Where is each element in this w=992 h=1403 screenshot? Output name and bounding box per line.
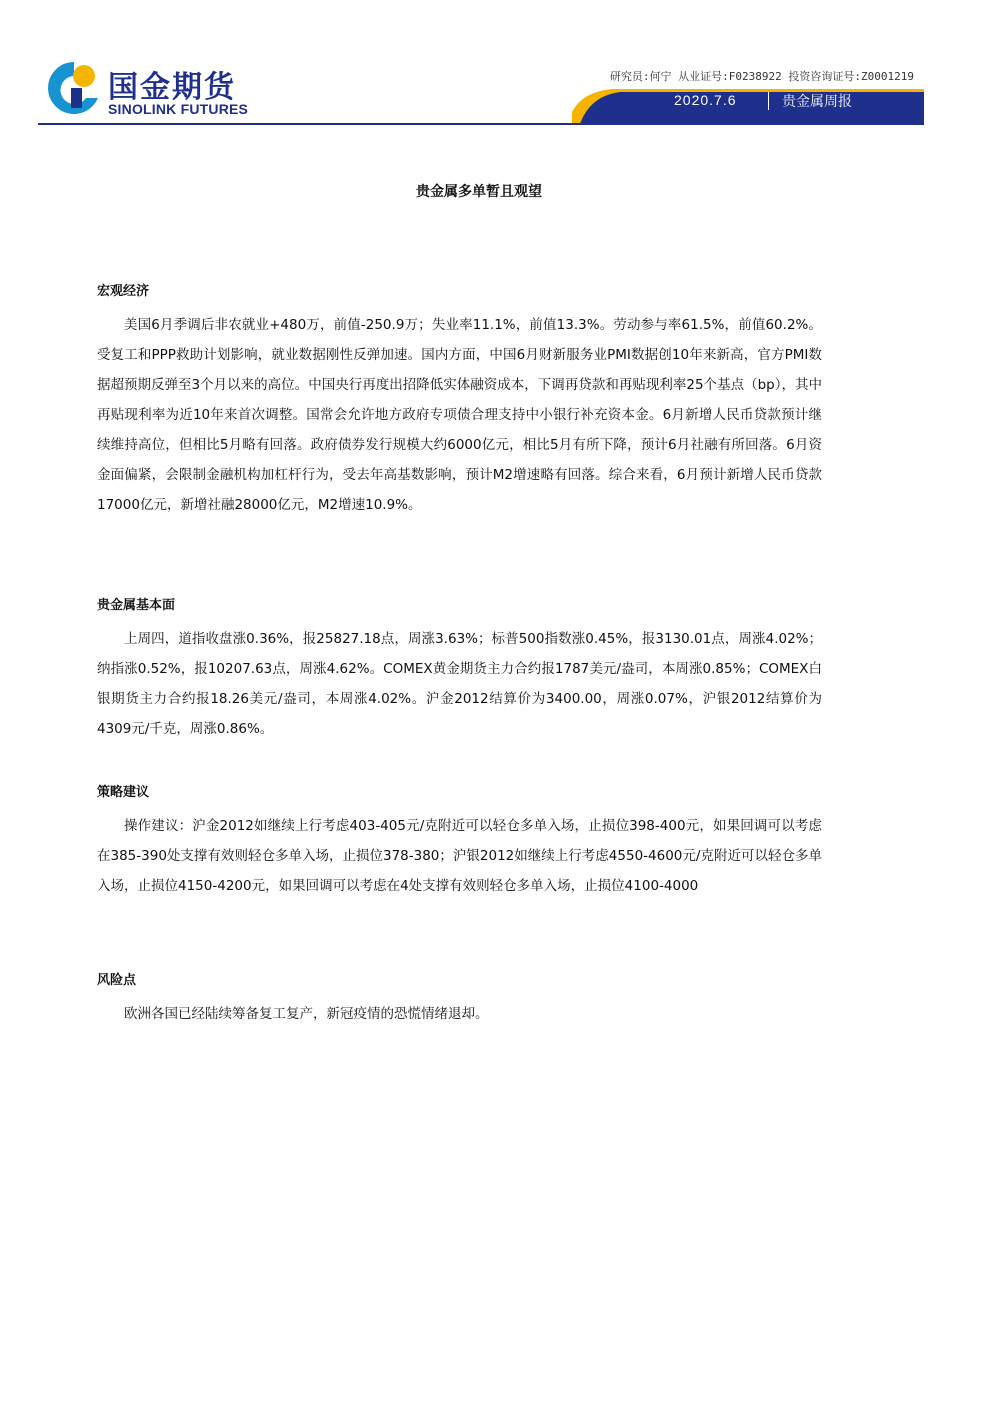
header-divider [768, 92, 769, 110]
brand-name-cn: 国金期货 [108, 70, 236, 105]
section-heading: 策略建议 [97, 785, 150, 800]
section-heading: 风险点 [97, 973, 137, 988]
company-logo-icon [44, 58, 100, 120]
section-heading: 宏观经济 [97, 284, 150, 299]
section-body: 操作建议：沪金2012如继续上行考虑403-405元/克附近可以轻仓多单入场，止损位398-400元，如果回调可以考虑在385-390处支撑有效则轻仓多单入场，止损位378-380；沪银2012如继续上行考虑4550-4600元/克附近可以轻仓多单入场，止损位4150-4200元，如果回调可以考虑在4处支撑有效则轻仓多单入场，止损位4100-4000 [97, 818, 822, 894]
section-body: 欧洲各国已经陆续筹备复工复产，新冠疫情的恐慌情绪退却。 [124, 1006, 489, 1022]
header-banner [572, 86, 924, 124]
section-body: 上周四，道指收盘涨0.36%，报25827.18点，周涨3.63%；标普500指数涨0.45%，报3130.01点，周涨4.02%；纳指涨0.52%，报10207.63点，周涨4.62%。COMEX黄金期货主力合约报1787美元/盎司，本周涨0.85%；COMEX白银期货主力合约报18.26美元/盎司，本周涨4.02%。沪金2012结算价为3400.00，周涨0.07%，沪银2012结算价为4309元/千克，周涨0.86%。 [97, 631, 822, 737]
report-date: 2020.7.6 [674, 92, 737, 108]
section-macro [97, 282, 822, 520]
section-risk [97, 971, 822, 1029]
page-title: 贵金属多单暂且观望 [416, 184, 542, 200]
section-strategy [97, 783, 822, 901]
section-body: 美国6月季调后非农就业+480万，前值-250.9万；失业率11.1%，前值13.3%。劳动参与率61.5%，前值60.2%。受复工和PPP救助计划影响，就业数据刚性反弹加速。国内方面，中国6月财新服务业PMI数据创10年来新高，官方PMI数据超预期反弹至3个月以来的高位。中国央行再度出招降低实体融资成本，下调再贷款和再贴现利率25个基点（bp），其中再贴现利率为近10年来首次调整。国常会允许地方政府专项债合理支持中小银行补充资本金。6月新增人民币贷款预计继续维持高位，但相比5月略有回落。政府债券发行规模大约6000亿元，相比5月有所下降，预计6月社融有所回落。6月资金面偏紧，会限制金融机构加杠杆行为，受去年高基数影响，预计M2增速略有回落。综合来看，6月预计新增人民币贷款17000亿元，新增社融28000亿元，M2增速10.9%。 [97, 317, 822, 513]
section-heading: 贵金属基本面 [97, 598, 176, 613]
brand-name-en: SINOLINK FUTURES [108, 101, 249, 117]
section-fundamentals [97, 596, 822, 744]
analyst-info: 研究员:何宁 从业证号:F0238922 投资咨询证号:Z0001219 [609, 70, 914, 83]
report-type: 贵金属周报 [782, 94, 852, 110]
header-rule [38, 123, 924, 125]
